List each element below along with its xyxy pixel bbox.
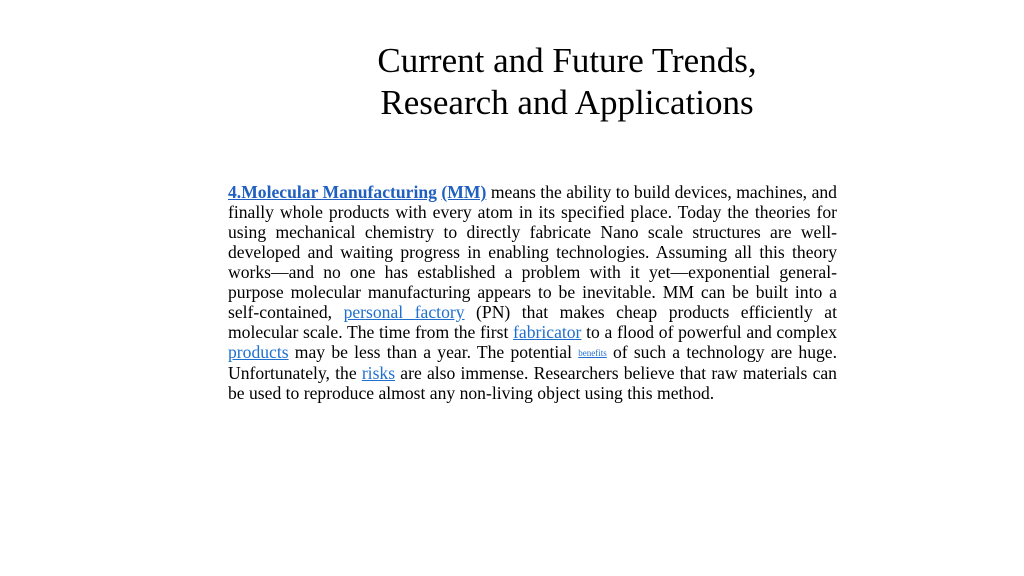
body-text-6: are also immense. Researchers believe that raw materials can be used to reproduce almost any non-living object using this method. <box>228 363 837 403</box>
title-line-1: Current and Future Trends, <box>377 41 757 80</box>
body-text-3: to a flood of powerful and complex <box>581 322 838 342</box>
benefits-link[interactable]: benefits <box>578 348 607 358</box>
risks-link[interactable]: risks <box>361 363 396 383</box>
body-text-2: (PN) that makes cheap products efficiently at molecular scale. The time from the first <box>228 302 838 342</box>
products-link[interactable]: products <box>228 342 289 362</box>
molecular-manufacturing-link[interactable]: 4.Molecular Manufacturing <box>228 182 437 202</box>
title-line-2: Research and Applications <box>380 83 754 122</box>
personal-factory-link[interactable]: personal factory <box>343 302 465 322</box>
body-text-1: means the ability to build devices, machines, and finally whole products with every atom in its specified place. Today the theories for using mechanical chemistry to directly fabricate Nano scale structures are well-developed and waiting progress in enabling technologies. Assuming all this theory works—and no one has established a problem with it yet—exponential general-purpose molecular manufacturing appears to be inevitable. MM can be built into a self-contained, <box>228 182 837 322</box>
body-text-4: may be less than a year. The potential <box>288 342 579 362</box>
slide-title <box>300 40 834 124</box>
mm-link[interactable]: (MM) <box>441 182 487 202</box>
fabricator-link[interactable]: fabricator <box>513 322 582 342</box>
body-text-5: of such a technology are huge. Unfortunately, the <box>228 342 837 383</box>
body-paragraph <box>228 182 837 403</box>
